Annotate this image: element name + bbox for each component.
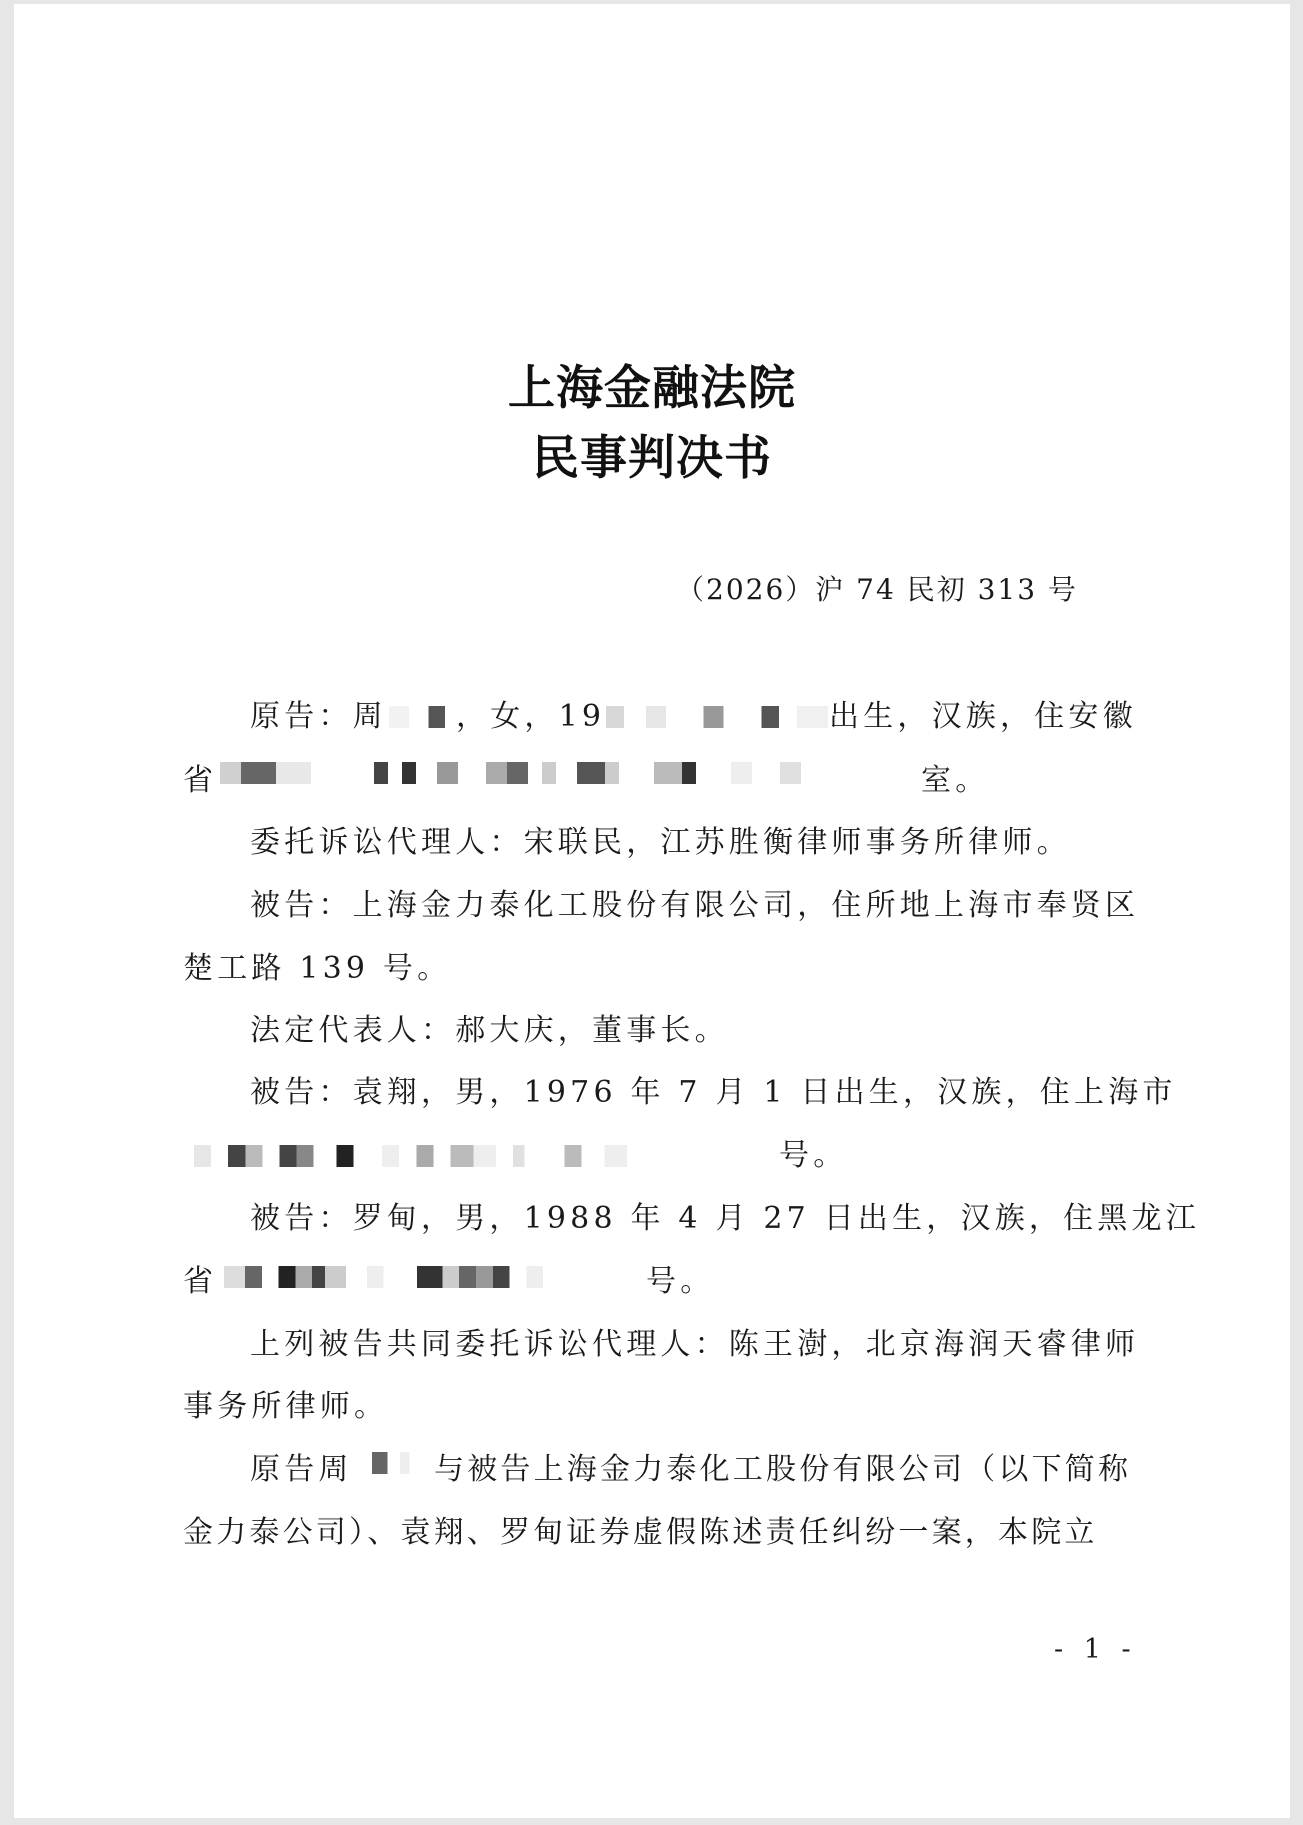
luo-dian-address-start: 省 <box>183 1264 218 1299</box>
redaction-mosaic <box>194 1145 764 1167</box>
legal-representative: 法定代表人：郝大庆，董事长。 <box>250 1013 729 1048</box>
plaintiff-birth: 出生，汉族，住安徽 <box>829 699 1137 734</box>
redaction-mosaic <box>606 706 828 728</box>
case-summary-start: 原告周 <box>250 1452 353 1487</box>
redaction-mosaic <box>224 1266 644 1288</box>
plaintiff-agent: 委托诉讼代理人：宋联民，江苏胜衡律师事务所律师。 <box>250 825 1071 860</box>
court-name: 上海金融法院 <box>508 361 796 416</box>
defendant-company: 被告：上海金力泰化工股份有限公司，住所地上海市奉贤区 <box>250 888 1140 923</box>
case-summary-continued: 与被告上海金力泰化工股份有限公司（以下简称 <box>434 1452 1132 1487</box>
redaction-mosaic <box>366 1452 428 1474</box>
page-number: - 1 - <box>1054 1634 1137 1665</box>
redaction-mosaic <box>220 762 920 784</box>
defendants-agent-firm: 事务所律师。 <box>183 1389 389 1424</box>
defendant-luo-dian: 被告：罗甸，男，1988 年 4 月 27 日出生，汉族，住黑龙江 <box>250 1201 1200 1236</box>
defendant-company-address: 楚工路 139 号。 <box>183 951 452 986</box>
defendants-agent: 上列被告共同委托诉讼代理人：陈王澍，北京海润天睿律师 <box>250 1327 1140 1362</box>
plaintiff-address-end: 室。 <box>921 763 990 798</box>
document-page <box>14 4 1290 1818</box>
plaintiff-gender: ，女，19 <box>456 699 606 734</box>
document-type: 民事判决书 <box>532 431 772 486</box>
redaction-mosaic <box>389 706 455 728</box>
case-summary-line: 金力泰公司）、袁翔、罗甸证券虚假陈述责任纠纷一案，本院立 <box>183 1515 1098 1550</box>
case-number: （2026）沪 74 民初 313 号 <box>676 573 1078 606</box>
defendant-yuan-xiang: 被告：袁翔，男，1976 年 7 月 1 日出生，汉族，住上海市 <box>250 1075 1177 1110</box>
plaintiff-label: 原告：周 <box>250 699 387 734</box>
luo-dian-address-end: 号。 <box>646 1264 715 1299</box>
yuan-xiang-address-end: 号。 <box>779 1138 848 1173</box>
plaintiff-address-start: 省 <box>183 763 218 798</box>
